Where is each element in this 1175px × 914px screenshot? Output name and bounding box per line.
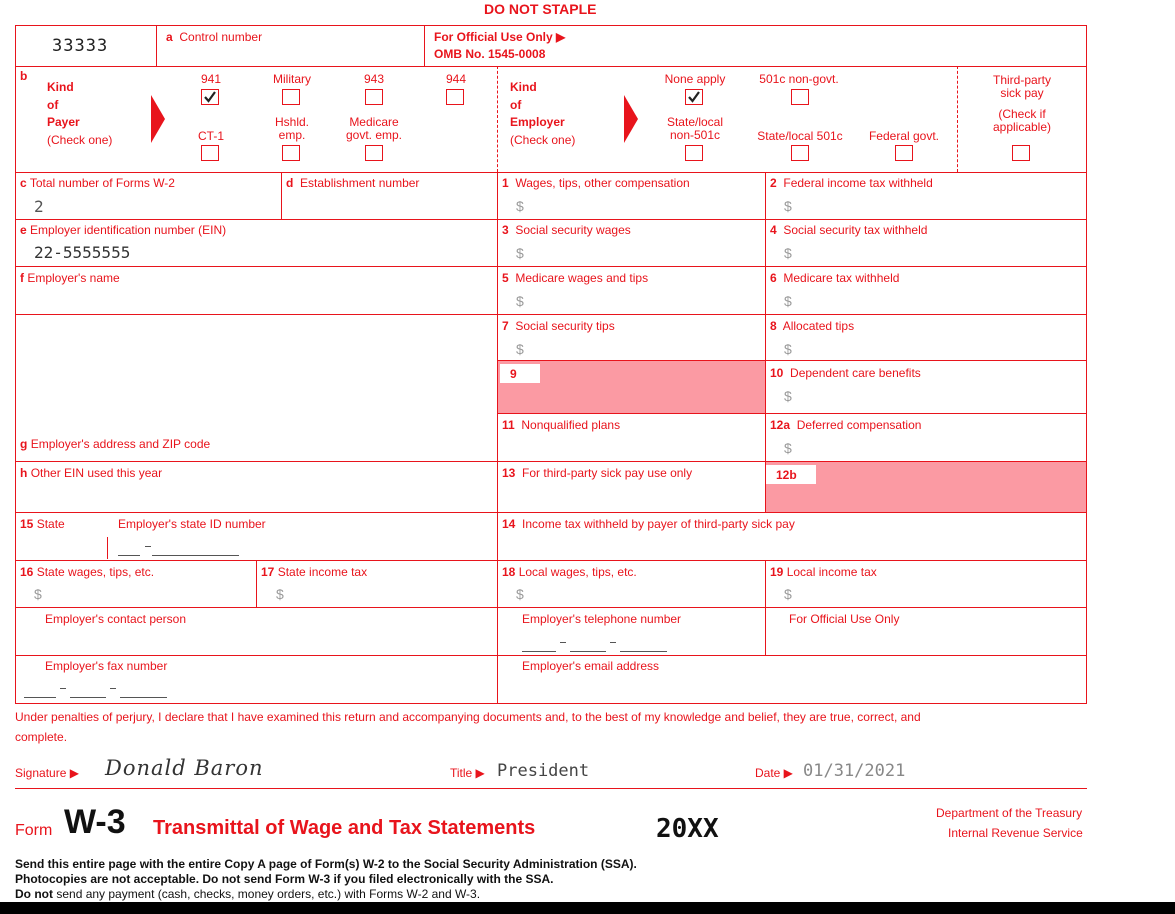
- field-f-label: f Employer's name: [20, 271, 120, 285]
- box3-label: 3 Social security wages: [502, 223, 631, 237]
- dept-treasury: Department of the Treasury: [936, 806, 1083, 820]
- note-3: Do not send any payment (cash, checks, money orders, etc.) with Forms W-2 and W-3.: [15, 887, 481, 901]
- box10-label: 10 Dependent care benefits: [770, 366, 921, 380]
- employer-state-local-501c-checkbox[interactable]: [791, 145, 809, 161]
- official-use-only-label: For Official Use Only: [789, 612, 900, 626]
- date-value[interactable]: 01/31/2021: [803, 761, 906, 781]
- box16-label: 16 State wages, tips, etc.: [20, 565, 155, 579]
- fax-area-blank[interactable]: [24, 697, 56, 698]
- box19-dollar[interactable]: $: [784, 586, 792, 602]
- state-dash: [145, 546, 151, 547]
- phone-dash-1: [560, 642, 566, 643]
- box12a-dollar[interactable]: $: [784, 440, 792, 456]
- payer-ct1-checkbox[interactable]: [201, 145, 219, 161]
- employer-state-local-label: State/local non-501c: [666, 115, 724, 142]
- signature-label: Signature ▶: [15, 766, 79, 780]
- box18-dollar[interactable]: $: [516, 586, 524, 602]
- box17-dollar[interactable]: $: [276, 586, 284, 602]
- kind-payer-letter: b: [20, 69, 28, 83]
- phone-line-blank[interactable]: [620, 651, 667, 652]
- box6-label: 6 Medicare tax withheld: [770, 271, 900, 285]
- payer-military-label: Military: [273, 72, 311, 86]
- box1-label: 1 Wages, tips, other compensation: [502, 176, 690, 190]
- payer-ct1-label: CT-1: [197, 129, 224, 143]
- box8-label: 8 Allocated tips: [770, 319, 855, 333]
- irs: Internal Revenue Service: [948, 826, 1083, 840]
- note-2: Photocopies are not acceptable. Do not send Form W-3 if you filed electronically with the SSA.: [15, 872, 554, 886]
- box3-dollar[interactable]: $: [516, 245, 524, 261]
- note-1: Send this entire page with the entire Copy A page of Form(s) W-2 to the Social Security Administration (SSA).: [15, 857, 637, 871]
- bottom-bar: [0, 902, 1175, 914]
- form-name: W-3: [64, 803, 126, 841]
- payer-medicare-checkbox[interactable]: [365, 145, 383, 161]
- field-h-label: h Other EIN used this year: [20, 466, 163, 480]
- box11-label: 11 Nonqualified plans: [502, 418, 621, 432]
- field-d-label: d Establishment number: [286, 176, 420, 190]
- field-g-label: g Employer's address and ZIP code: [20, 437, 211, 451]
- fax-dash-2: [110, 688, 116, 689]
- box17-label: 17 State income tax: [261, 565, 368, 579]
- box12b-label: 12b: [766, 465, 816, 484]
- checkmark-icon: [203, 90, 217, 104]
- box12a-label: 12a Deferred compensation: [770, 418, 922, 432]
- box4-label: 4 Social security tax withheld: [770, 223, 928, 237]
- payer-hshld-checkbox[interactable]: [282, 145, 300, 161]
- payer-arrow: [151, 95, 165, 143]
- form-title: Transmittal of Wage and Tax Statements: [153, 817, 536, 839]
- third-party-check-label: (Check if applicable): [992, 107, 1052, 134]
- employer-501c-checkbox[interactable]: [791, 89, 809, 105]
- employer-none-apply-label: None apply: [664, 72, 726, 86]
- phone-area-blank[interactable]: [522, 651, 556, 652]
- box7-dollar[interactable]: $: [516, 341, 524, 357]
- declaration-text-2: complete.: [15, 730, 68, 744]
- box15-label: 15 State: [20, 517, 65, 531]
- employer-state-local-checkbox[interactable]: [685, 145, 703, 161]
- email-label: Employer's email address: [522, 659, 660, 673]
- phone-prefix-blank[interactable]: [570, 651, 606, 652]
- box4-dollar[interactable]: $: [784, 245, 792, 261]
- fax-label: Employer's fax number: [45, 659, 168, 673]
- employer-none-apply-checkbox[interactable]: [685, 89, 703, 105]
- omb-number: OMB No. 1545-0008: [434, 47, 546, 61]
- title-value[interactable]: President: [497, 761, 590, 781]
- ein-value[interactable]: 22-5555555: [34, 243, 131, 262]
- field-c-label: c Total number of Forms W-2: [20, 176, 175, 190]
- payer-medicare-label: Medicare govt. emp.: [345, 115, 403, 142]
- field-e-label: e Employer identification number (EIN): [20, 223, 227, 237]
- box9-label: 9: [500, 364, 540, 383]
- contact-person-label: Employer's contact person: [45, 612, 187, 626]
- declaration-text: Under penalties of perjury, I declare that I have examined this return and accompanying documents and, to the best of my knowledge and belief, they are true, correct, and: [15, 710, 921, 724]
- box2-dollar[interactable]: $: [784, 198, 792, 214]
- box15-state-id-label: Employer's state ID number: [118, 517, 266, 531]
- box2-label: 2 Federal income tax withheld: [770, 176, 933, 190]
- box16-dollar[interactable]: $: [34, 586, 42, 602]
- box5-dollar[interactable]: $: [516, 293, 524, 309]
- field-c-value[interactable]: 2: [34, 197, 44, 216]
- phone-dash-2: [610, 642, 616, 643]
- control-code: 33333: [52, 36, 109, 56]
- box1-dollar[interactable]: $: [516, 198, 524, 214]
- payer-military-checkbox[interactable]: [282, 89, 300, 105]
- payer-944-label: 944: [445, 72, 467, 86]
- fax-prefix-blank[interactable]: [70, 697, 106, 698]
- fax-dash-1: [60, 688, 66, 689]
- fax-line-blank[interactable]: [120, 697, 167, 698]
- employer-federal-checkbox[interactable]: [895, 145, 913, 161]
- checkmark-icon: [687, 90, 701, 104]
- employer-501c-label: 501c non-govt.: [759, 72, 839, 86]
- box10-dollar[interactable]: $: [784, 388, 792, 404]
- control-number-label: a Control number: [166, 30, 263, 44]
- payer-943-label: 943: [363, 72, 385, 86]
- box8-dollar[interactable]: $: [784, 341, 792, 357]
- form-word: Form: [15, 822, 53, 839]
- payer-hshld-label: Hshld. emp.: [274, 115, 309, 142]
- form-year: 20XX: [656, 814, 719, 844]
- state-id-blank[interactable]: [152, 555, 239, 556]
- box5-label: 5 Medicare wages and tips: [502, 271, 649, 285]
- telephone-label: Employer's telephone number: [522, 612, 682, 626]
- third-party-checkbox[interactable]: [1012, 145, 1030, 161]
- box18-label: 18 Local wages, tips, etc.: [502, 565, 637, 579]
- payer-941-label: 941: [200, 72, 222, 86]
- third-party-label: Third-party sick pay: [992, 73, 1051, 100]
- kind-employer-title: Kind of Employer (Check one): [510, 80, 576, 147]
- official-use-label: For Official Use Only ▶: [434, 30, 566, 44]
- employer-federal-label: Federal govt.: [868, 129, 940, 143]
- signature-value[interactable]: Donald Baron: [105, 756, 264, 780]
- box6-dollar[interactable]: $: [784, 293, 792, 309]
- employer-state-local-501c-label: State/local 501c: [757, 129, 843, 143]
- kind-payer-title: Kind of Payer (Check one): [47, 80, 113, 147]
- employer-arrow: [624, 95, 638, 143]
- payer-944-checkbox[interactable]: [446, 89, 464, 105]
- box13-label: 13 For third-party sick pay use only: [502, 466, 693, 480]
- box19-label: 19 Local income tax: [770, 565, 877, 579]
- box14-label: 14 Income tax withheld by payer of third-party sick pay: [502, 517, 795, 531]
- payer-943-checkbox[interactable]: [365, 89, 383, 105]
- state-code-blank[interactable]: [118, 555, 140, 556]
- do-not-staple: DO NOT STAPLE: [484, 1, 597, 17]
- title-label: Title ▶: [450, 766, 485, 780]
- box7-label: 7 Social security tips: [502, 319, 615, 333]
- date-label: Date ▶: [755, 766, 793, 780]
- payer-941-checkbox[interactable]: [201, 89, 219, 105]
